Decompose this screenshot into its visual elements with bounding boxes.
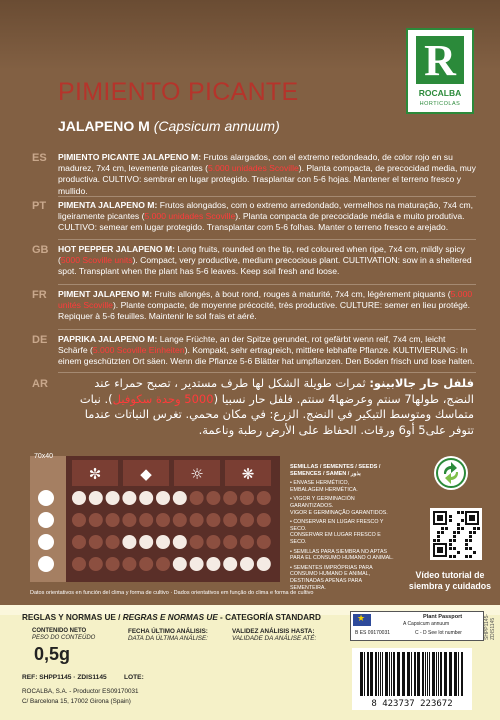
month-dot	[89, 491, 103, 505]
qr-module	[433, 511, 435, 525]
qr-module	[461, 519, 464, 522]
barcode-bar	[440, 652, 442, 696]
month-dot	[72, 535, 86, 549]
seed-info-item: • SEMENTES IMPRÓPRIAS PARA CONSUMO HUMANO E ANIMAL, DESTINADAS APENAS PARA SEMENTEIRA.	[290, 564, 373, 591]
validity-label-pt: VALIDADE DA ANÁLISE ATÉ:	[232, 635, 317, 642]
qr-module	[473, 531, 476, 534]
lang-code-es: ES	[32, 152, 47, 164]
brand-tagline: HORTICOLAS	[419, 101, 461, 107]
address-line: C/ Barcelona 15, 17002 Girona (Spain)	[22, 698, 131, 705]
qr-module	[457, 551, 460, 554]
sowing-protected-icon	[38, 490, 54, 506]
lang-code-de: DE	[32, 334, 48, 346]
qr-module	[473, 551, 476, 554]
seed-info-item: • ENVASE HERMÉTICO, EMBALAGEM HERMÉTICA.	[290, 480, 358, 493]
harvest-icon	[38, 556, 54, 572]
description-fr: PIMENT JALAPENO M: Fruits allongés, à bout rond, rouges à maturité, 7x4 cm, légèrement piquants (5.000 unités Scoville). Plante compacte, de moyenne précocité, très productive. CULTURE: semer en lieu protégé. Repiquer à 5-6 feuilles. Maintenir le sol frais et aéré.	[58, 289, 473, 322]
lang-code-ar: AR	[32, 378, 48, 390]
barcode-bar	[422, 652, 424, 696]
qr-module	[469, 515, 475, 521]
qr-module	[469, 547, 472, 550]
barcode-bar	[402, 652, 405, 696]
barcode-bar	[454, 652, 457, 696]
qr-module	[477, 511, 479, 525]
section-divider	[58, 372, 476, 373]
net-content-label-pt: PESO DO CONTEÚDO	[32, 635, 96, 641]
lang-code-gb: GB	[32, 244, 49, 256]
qr-module	[465, 555, 468, 558]
barcode-bar	[425, 652, 426, 696]
eu-flag-icon	[353, 614, 371, 626]
month-dot	[223, 491, 237, 505]
qr-module	[449, 539, 452, 542]
qr-module	[465, 547, 468, 550]
qr-module	[461, 527, 464, 530]
sowing-open-icon	[38, 512, 54, 528]
barcode-bar	[367, 652, 369, 696]
qr-module	[433, 523, 447, 525]
sun-icon: ☼	[190, 465, 204, 483]
qr-module	[449, 547, 452, 550]
qr-module	[445, 543, 447, 557]
qr-module	[477, 527, 480, 530]
last-analysis-label: FECHA ÚLTIMO ANÁLISIS:	[128, 628, 208, 635]
plant-passport-a: A Capsicum annuum	[403, 621, 450, 627]
qr-module	[465, 523, 479, 525]
qr-module	[433, 543, 435, 557]
qr-module	[437, 515, 443, 521]
barcode-number: 8 423737 223672	[371, 699, 453, 709]
barcode-bar	[382, 652, 383, 696]
qr-module	[437, 535, 440, 538]
qr-module	[433, 511, 447, 513]
qr-module	[453, 531, 456, 534]
qr-module	[469, 555, 472, 558]
month-dot	[156, 513, 170, 527]
month-dot	[240, 557, 254, 571]
month-dot	[257, 491, 271, 505]
month-dot	[223, 557, 237, 571]
rocalba-logo	[406, 28, 474, 114]
description-ar: فلفل حار جالابينو: ثمرات طويلة الشكل لها طرف مستدير ، تصبح حمراء عند النضج، طولها7 سنتم وعرضها4 سنتم. فلفل حار نسبيا (5000 وحدة سكوفيل). نبات متماسك ومتوسط التبكير في النضج. الزرع: في مكان محمي. تغرس النباتات عندما تتوفر على5 أو6 ورقات. الحفاظ على الأرض رطبة وناعمة.	[79, 376, 474, 437]
spacing-label: 70x40	[34, 453, 54, 460]
qr-module	[457, 523, 460, 526]
month-dot	[122, 535, 136, 549]
leaf-icon: ◆	[140, 465, 152, 483]
product-subtitle	[58, 118, 280, 134]
month-dot	[223, 513, 237, 527]
qr-module	[437, 531, 440, 534]
qr-module	[437, 539, 440, 542]
section-divider	[58, 329, 476, 330]
qr-module	[441, 531, 444, 534]
qr-module	[441, 527, 444, 530]
month-dot	[240, 513, 254, 527]
growing-calendar	[30, 452, 280, 588]
barcode	[352, 648, 472, 710]
seed-info-list	[290, 464, 398, 591]
qr-module	[465, 511, 479, 513]
calendar-footnote: Datos orientativos en función del clima y forma de cultivo · Dados orientativos em função do clima e forma de cultivo	[30, 590, 314, 596]
barcode-bar	[429, 652, 430, 696]
month-dot	[122, 491, 136, 505]
qr-code-icon[interactable]	[430, 508, 482, 560]
reference-code: REF: SHPP1145 · ZDIS1145	[22, 674, 107, 681]
barcode-bar	[378, 652, 379, 696]
month-dot	[89, 513, 103, 527]
description-de: PAPRIKA JALAPENO M: Lange Früchte, an der Spitze gerundet, rot gefärbt wenn reif, 7x4 cm, leicht Schärfe (5.000 Scoville Einheiten). Kompakt, sehr ertragreich, mittlere lebhafte Pflanze. KULTIVIERUNG: In einem geschützten Ort säen. Wenn die Pflanze 5-6 Blätter hat umpflanzen. Den Boden frisch und lose halten.	[58, 334, 475, 367]
qr-module	[473, 527, 476, 530]
lang-code-fr: FR	[32, 289, 47, 301]
qr-module	[433, 543, 447, 545]
variety-name: JALAPENO M	[58, 118, 150, 134]
month-dot	[240, 535, 254, 549]
barcode-bar	[449, 652, 452, 696]
month-dot	[257, 535, 271, 549]
qr-module	[433, 555, 447, 557]
qr-module	[469, 535, 472, 538]
barcode-bar	[360, 652, 363, 696]
side-code: SHPP1145-ZDIS1145	[484, 613, 496, 640]
qr-module	[461, 511, 464, 514]
barcode-bar	[461, 652, 463, 696]
month-dot	[190, 535, 204, 549]
description-gb: HOT PEPPER JALAPENO M: Long fruits, rounded on the tip, red coloured when ripe, 7x4 cm, mildly spicy (5000 Scoville units). Compact, very productive, medium precocious plant. CULTIVATION: sow in a sheltered spot. Transplant when the plant has 5-6 leaves. Keep soil fresh and loose.	[58, 244, 472, 277]
barcode-bar	[436, 652, 437, 696]
plant-passport-title: Plant Passport	[423, 614, 463, 620]
plant-passport	[350, 611, 484, 641]
barcode-bar	[393, 652, 395, 696]
month-dot	[122, 513, 136, 527]
qr-module	[437, 547, 443, 553]
barcode-bar	[414, 652, 416, 696]
month-dot	[206, 491, 220, 505]
section-divider	[58, 284, 476, 285]
barcode-bar	[438, 652, 439, 696]
month-dot	[139, 557, 153, 571]
month-dot	[139, 535, 153, 549]
month-dot	[206, 513, 220, 527]
qr-module	[469, 531, 472, 534]
qr-module	[449, 543, 452, 546]
month-dot	[106, 513, 120, 527]
month-dot	[257, 557, 271, 571]
company-line: ROCALBA, S.A. - Productor ES09170031	[22, 688, 139, 695]
month-dot	[72, 557, 86, 571]
latin-name: (Capsicum annuum)	[153, 118, 280, 134]
qr-module	[465, 539, 468, 542]
month-dot	[190, 491, 204, 505]
month-dot	[156, 535, 170, 549]
qr-module	[445, 527, 448, 530]
seed-info-item: • CONSERVAR EN LUGAR FRESCO Y SECO. CONSERVAR EM LUGAR FRESCO E SECO.	[290, 519, 384, 545]
barcode-bar	[364, 652, 365, 696]
barcode-bar	[375, 652, 377, 696]
month-dot	[89, 557, 103, 571]
barcode-bar	[427, 652, 428, 696]
month-dot	[173, 491, 187, 505]
qr-module	[469, 539, 472, 542]
month-dot	[173, 513, 187, 527]
qr-module	[457, 511, 460, 514]
description-es: PIMIENTO PICANTE JALAPENO M: Frutos alargados, con el extremo redondeado, de color rojo en su madurez, 7x4 cm, levemente picantes (5.000 unidades Scoville). Planta compacta, de precocidad media, muy productiva. CULTIVO: sembrar en lugar protegido. Trasplantar con 5-6 hojas. Mantener el terreno fresco y mullido.	[58, 152, 476, 196]
snowflake-icon: ✼	[88, 465, 102, 483]
month-dot	[156, 557, 170, 571]
qr-module	[453, 555, 456, 558]
green-dot-recycle-icon	[434, 456, 468, 490]
qr-module	[453, 547, 456, 550]
qr-module	[457, 527, 460, 530]
qr-module	[449, 515, 452, 518]
net-weight: 0,5g	[34, 644, 71, 664]
transplant-icon	[38, 534, 54, 550]
month-dot	[89, 535, 103, 549]
qr-module	[453, 535, 456, 538]
seed-info-item: • VIGOR Y GERMINACIÓN GARANTIZADOS. VIGOR E GERMINAÇÃO GARANTIDOS.	[290, 496, 388, 516]
maple-leaf-icon: ❋	[241, 465, 255, 483]
month-dot	[106, 491, 120, 505]
qr-module	[433, 539, 436, 542]
barcode-bar	[370, 652, 373, 696]
barcode-bar	[458, 652, 459, 696]
section-divider	[58, 196, 476, 197]
product-title: PIMIENTO PICANTE	[58, 78, 299, 106]
qr-module	[449, 555, 452, 558]
last-analysis-label-pt: DATA DA ÚLTIMA ANÁLISE:	[128, 635, 208, 642]
video-tutorial-label: Vídeo tutorial de siembra y cuidados	[408, 570, 492, 591]
month-dot	[106, 557, 120, 571]
month-dot	[106, 535, 120, 549]
rules-title: REGLAS Y NORMAS UE / REGRAS E NORMAS UE - CATEGORÍA STANDARD	[22, 613, 321, 622]
net-content-label: CONTENIDO NETO	[32, 628, 87, 634]
barcode-bar	[432, 652, 435, 696]
barcode-bar	[385, 652, 388, 696]
month-dot	[139, 513, 153, 527]
month-dot	[122, 557, 136, 571]
validity-label: VALIDEZ ANÁLISIS HASTA:	[232, 628, 315, 635]
qr-module	[465, 543, 468, 546]
plant-passport-b: B ES 09170031	[355, 630, 391, 636]
month-dot	[173, 535, 187, 549]
lot-label: LOTE:	[124, 674, 144, 681]
lang-code-pt: PT	[32, 200, 47, 212]
month-dot	[72, 513, 86, 527]
barcode-bar	[380, 652, 381, 696]
barcode-bar	[391, 652, 392, 696]
seed-info-header: SEMILLAS / SEMENTES / SEEDS / SEMENCES / SAMEN / بذور	[290, 464, 381, 477]
barcode-bar	[389, 652, 390, 696]
month-dot	[240, 491, 254, 505]
month-dot	[173, 557, 187, 571]
barcode-bar	[411, 652, 412, 696]
barcode-bar	[444, 652, 447, 696]
month-dot	[206, 557, 220, 571]
barcode-bar	[407, 652, 410, 696]
qr-module	[449, 519, 452, 522]
month-dot	[156, 491, 170, 505]
section-divider	[58, 239, 476, 240]
seed-info-item: • SEMILLAS PARA SIEMBRA NO APTAS PARA EL CONSUMO HUMANO O ANIMAL.	[290, 548, 394, 562]
description-pt: PIMENTA JALAPENO M: Frutos alongados, com o extremo arredondado, vermelhos na maturação, 7x4 cm, ligeiramente picantes (5.000 unidades Scoville). Planta compacta de precocidade média e muito produtiva. CULTIVO: semear em lugar protegido. Transplantar com 5-6 folhas. Manter o terreno fresco e arejado.	[58, 200, 474, 233]
calendar-grid	[30, 452, 280, 588]
logo-letter: R	[416, 36, 464, 84]
month-dot	[139, 491, 153, 505]
month-dot	[206, 535, 220, 549]
brand-name: ROCALBA	[418, 88, 462, 98]
barcode-bar	[417, 652, 420, 696]
barcode-bar	[397, 652, 400, 696]
plant-passport-c: C - D See lot number	[415, 630, 462, 636]
qr-module	[457, 531, 460, 534]
month-dot	[190, 513, 204, 527]
month-dot	[190, 557, 204, 571]
month-dot	[223, 535, 237, 549]
qr-module	[453, 539, 456, 542]
month-dot	[72, 491, 86, 505]
qr-module	[465, 511, 467, 525]
qr-module	[445, 511, 447, 525]
month-dot	[257, 513, 271, 527]
